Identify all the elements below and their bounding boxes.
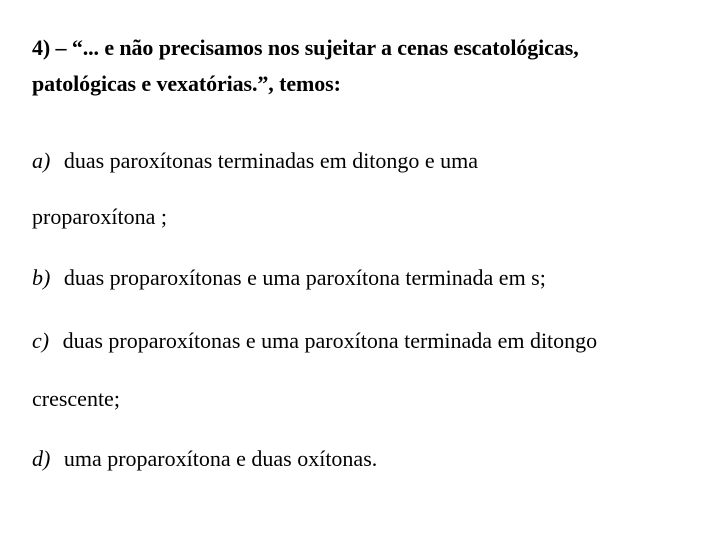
option-b-text: duas proparoxítonas e uma paroxítona terminada em s;	[63, 265, 546, 290]
question-stem	[32, 30, 702, 102]
option-a-continuation: proparoxítona ;	[32, 204, 168, 229]
option-c	[32, 326, 597, 356]
option-c-continuation: crescente;	[32, 386, 120, 411]
question-line-1: 4) – “... e não precisamos nos sujeitar a cenas escatológicas,	[32, 35, 579, 60]
option-d-text: uma proparoxítona e duas oxítonas.	[63, 446, 378, 471]
option-a-text: duas paroxítonas terminadas em ditongo e uma	[63, 148, 479, 173]
option-d-letter: d)	[32, 446, 51, 471]
option-c-letter: c)	[32, 328, 50, 353]
option-a	[32, 146, 478, 176]
option-d	[32, 444, 377, 474]
question-line-2: patológicas e vexatórias.”, temos:	[32, 71, 341, 96]
option-a-letter: a)	[32, 148, 51, 173]
option-b-letter: b)	[32, 265, 51, 290]
option-b	[32, 263, 546, 293]
option-c-text: duas proparoxítonas e uma paroxítona terminada em ditongo	[62, 328, 598, 353]
